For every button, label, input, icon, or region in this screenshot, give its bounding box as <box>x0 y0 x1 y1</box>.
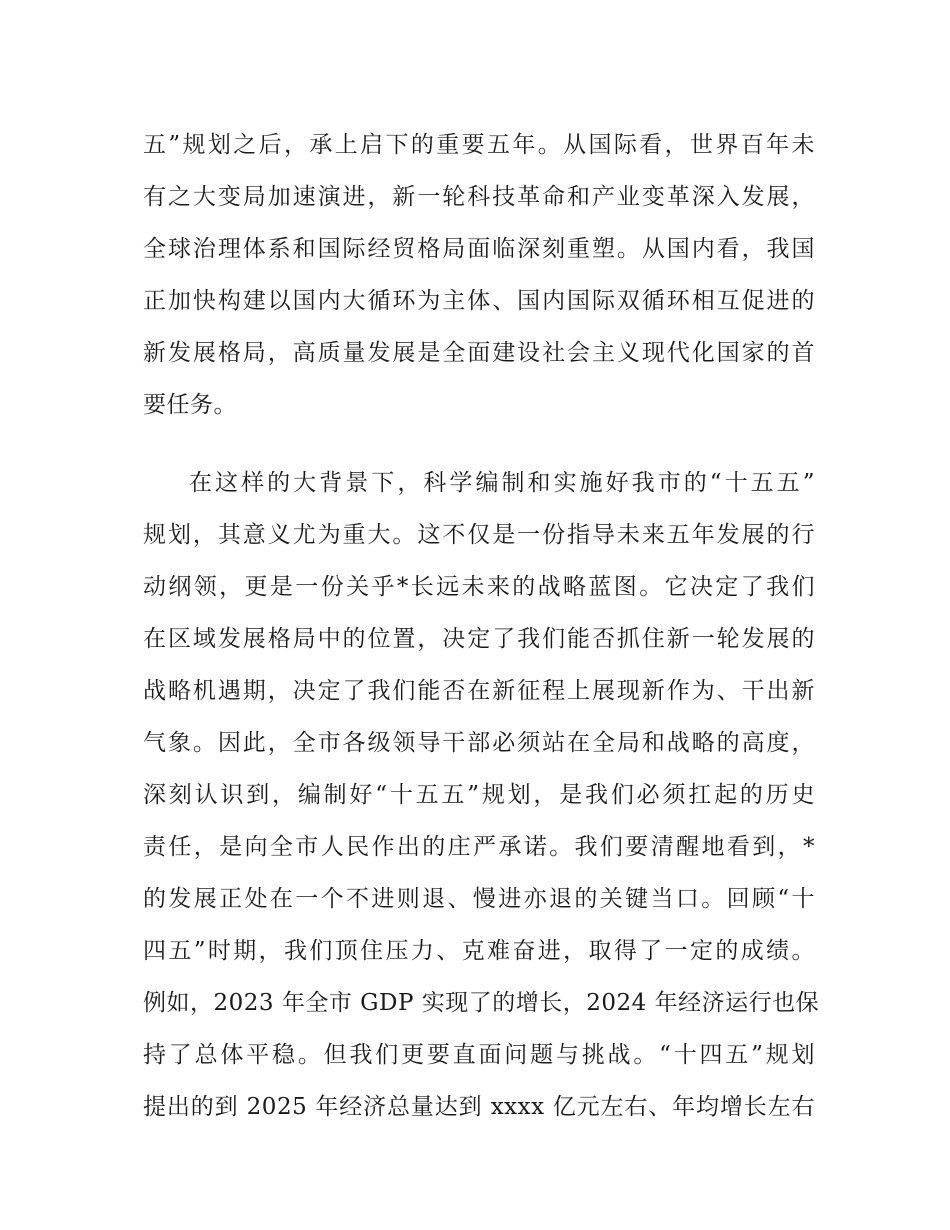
paragraph-line: 在区域发展格局中的位置，决定了我们能否抓住新一轮发展的 <box>143 626 815 652</box>
paragraph-line: 在这样的大背景下，科学编制和实施好我市的“十五五” <box>189 470 815 496</box>
paragraph-line: 的发展正处在一个不进则退、慢进亦退的关键当口。回顾“十 <box>143 886 815 912</box>
paragraph-2 <box>143 457 820 1133</box>
paragraph-line: 动纲领，更是一份关乎*长远未来的战略蓝图。它决定了我们 <box>143 574 815 600</box>
paragraph-line: 气象。因此，全市各级领导干部必须站在全局和战略的高度， <box>143 730 815 756</box>
paragraph-line: 深刻认识到，编制好“十五五”规划，是我们必须扛起的历史 <box>143 782 815 808</box>
paragraph-line: 战略机遇期，决定了我们能否在新征程上展现新作为、干出新 <box>143 678 815 704</box>
paragraph-line: 有之大变局加速演进，新一轮科技革命和产业变革深入发展， <box>143 184 815 210</box>
paragraph-spacing <box>143 431 815 457</box>
paragraph-line: 持了总体平稳。但我们更要直面问题与挑战。“十四五”规划 <box>143 1042 815 1068</box>
paragraph-line: 五”规划之后，承上启下的重要五年。从国际看，世界百年未 <box>143 132 815 158</box>
paragraph-line: 四五”时期，我们顶住压力、克难奋进，取得了一定的成绩。 <box>143 938 815 964</box>
paragraph-line: 全球治理体系和国际经贸格局面临深刻重塑。从国内看，我国 <box>143 236 815 262</box>
document-body <box>143 119 820 1133</box>
paragraph-line: 责任，是向全市人民作出的庄严承诺。我们要清醒地看到，* <box>143 834 815 860</box>
paragraph-line: 规划，其意义尤为重大。这不仅是一份指导未来五年发展的行 <box>143 522 815 548</box>
paragraph-line: 例如，2023 年全市 GDP 实现了的增长，2024 年经济运行也保 <box>143 990 820 1016</box>
paragraph-1 <box>143 119 815 431</box>
paragraph-line: 新发展格局，高质量发展是全面建设社会主义现代化国家的首 <box>143 340 815 366</box>
paragraph-line: 提出的到 2025 年经济总量达到 xxxx 亿元左右、年均增长左右 <box>143 1094 815 1120</box>
paragraph-line: 要任务。 <box>143 392 237 418</box>
paragraph-line: 正加快构建以国内大循环为主体、国内国际双循环相互促进的 <box>143 288 815 314</box>
